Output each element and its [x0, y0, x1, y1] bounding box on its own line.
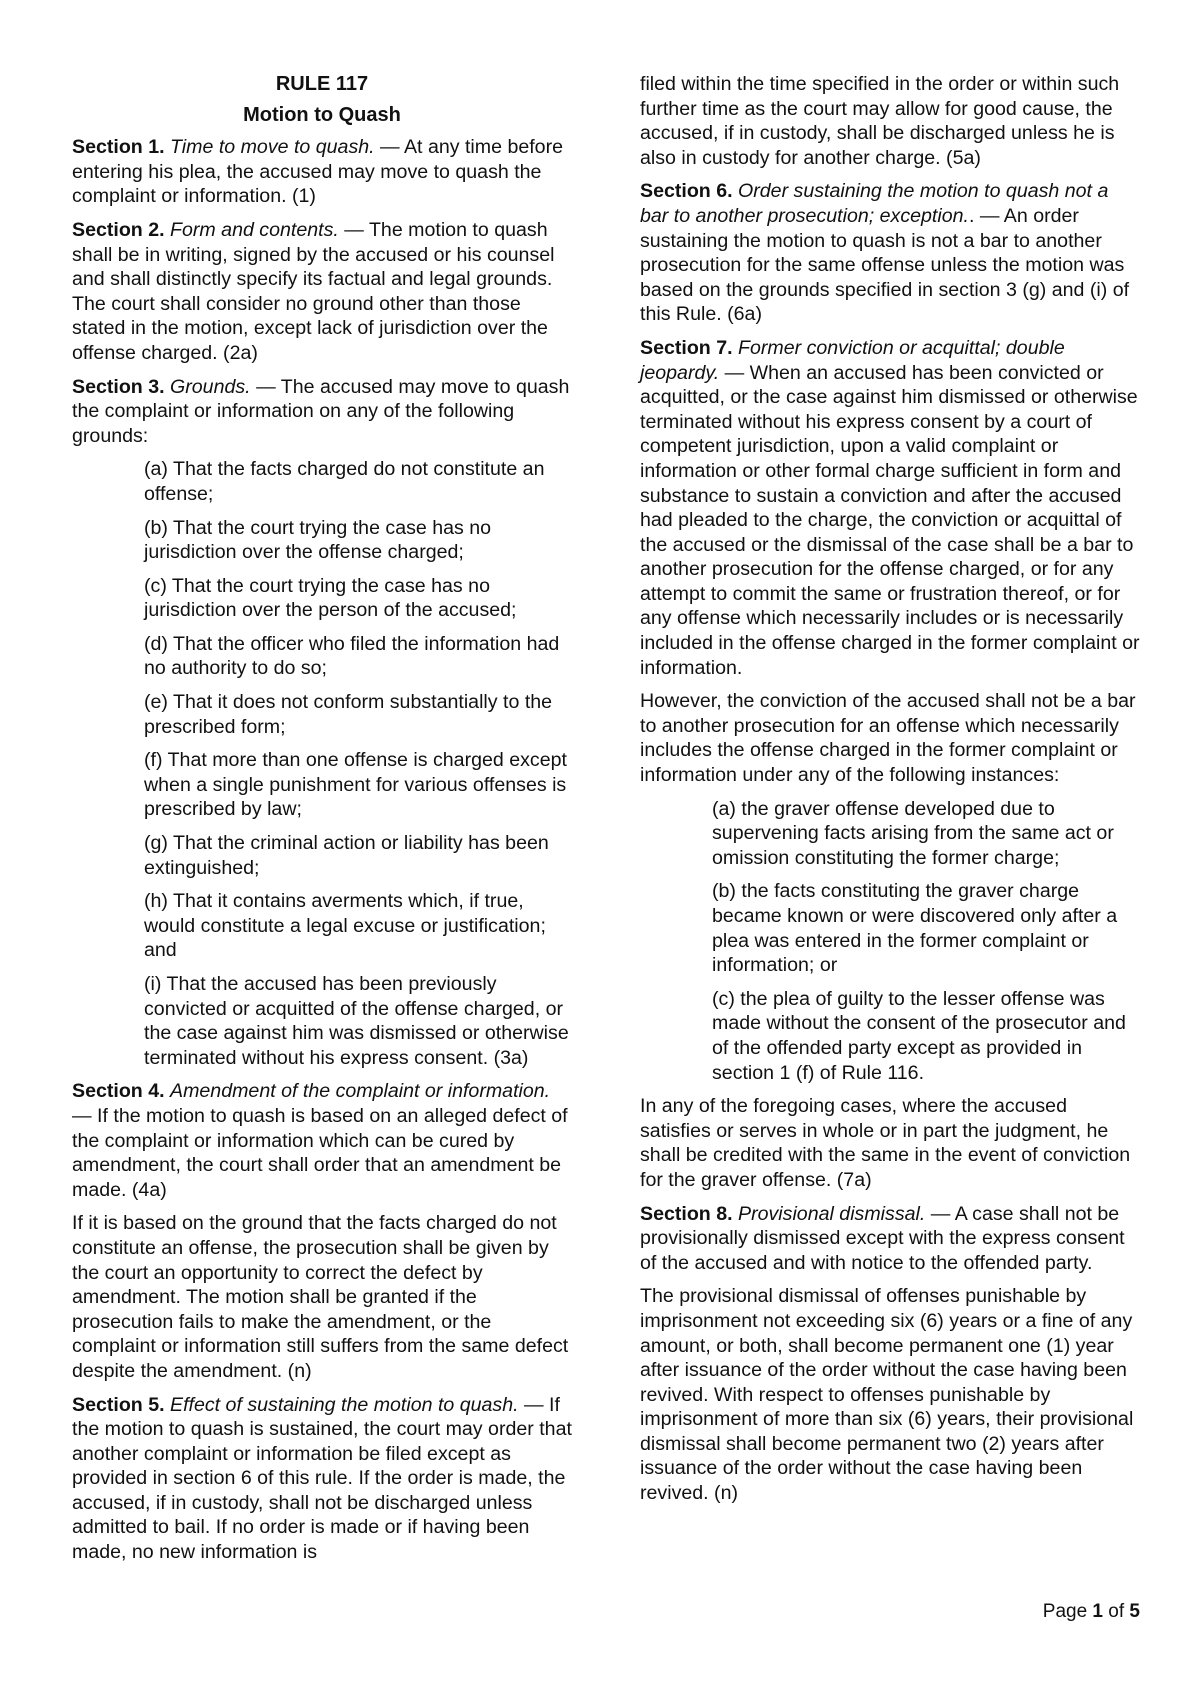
section-text: — When an accused has been convicted or acquitted, or the case against him dismissed or otherwise terminated without his express consent by a court of competent jurisdiction, upon a valid complaint or information or other formal charge sufficient in form and substance to sustain a conviction and after the accused had pleaded to the charge, the conviction or acquittal of the accused or the dismissal of the case shall be a bar to another prosecution for the offense charged, or for any attempt to commit the same or frustration thereof, or for any offense which necessarily includes or is necessarily included in the offense charged in the former complaint or information. [640, 361, 1140, 679]
page-footer [1043, 1600, 1140, 1625]
ground-item: (b) That the court trying the case has no jurisdiction over the offense charged; [144, 516, 492, 564]
section-6 [640, 179, 1140, 327]
section-number: Section 3. [72, 375, 165, 398]
section-text: — The accused may move to quash the complaint or information on any of the following grounds: [72, 375, 570, 447]
section-text: — At any time before entering his plea, the accused may move to quash the complaint or information. (1) [72, 136, 564, 208]
ground-item: (a) That the facts charged do not constitute an offense; [144, 458, 545, 505]
section-title: Provisional dismissal. [738, 1202, 926, 1225]
section-2 [72, 218, 572, 366]
section-number: Section 1. [72, 136, 165, 159]
section-text: — The motion to quash shall be in writing, signed by the accused or his counsel and shall distinctly specify its factual and legal grounds. The court shall consider no ground other than those stated in the motion, except lack of jurisdiction over the offense charged. (2a) [72, 218, 555, 364]
section-text: — A case shall not be provisionally dismissed except with the express consent of the accused and with notice to the offended party. [640, 1202, 1125, 1274]
section-title: Form and contents. [170, 218, 339, 241]
section-number: Section 5. [72, 1393, 165, 1416]
section-number: Section 2. [72, 218, 165, 241]
section-title: Amendment of the complaint or information. [170, 1080, 551, 1103]
section-title: Former conviction or acquittal; double jeopardy. [640, 336, 1065, 384]
page-number: 1 [1092, 1601, 1103, 1622]
left-column [72, 72, 572, 1574]
section-title: Order sustaining the motion to quash not a bar to another prosecution; exception. [640, 180, 1109, 227]
section-number: Section 6. [640, 180, 733, 203]
section-7 [640, 336, 1140, 680]
section-title: Effect of sustaining the motion to quash. [170, 1393, 519, 1416]
section-number: Section 8. [640, 1202, 733, 1225]
section-number: Section 4. [72, 1080, 165, 1103]
section-5-continued: filed within the time specified in the order or within such further time as the court may allow for good cause, the accused, if in custody, shall be discharged unless he is also in custody for another charge. (5a) [640, 73, 1120, 169]
section-4-paragraph: If it is based on the ground that the facts charged do not constitute an offense, the prosecution shall be given by the court an opportunity to correct the defect by amendment. The motion shall be granted if the prosecution fails to make the amendment, or the complaint or information still suffers from the same defect despite the amendment. (n) [72, 1212, 569, 1382]
section-3 [72, 375, 572, 449]
section-number: Section 7. [640, 336, 733, 359]
ground-item: (i) That the accused has been previously convicted or acquitted of the offense charged, or the case against him was dismissed or otherwise terminated without his express consent. (3a) [144, 973, 569, 1069]
section-1 [72, 135, 572, 209]
rule-title: RULE 117 [275, 73, 369, 95]
instance-item: (c) the plea of guilty to the lesser offense was made without the consent of the prosecutor and of the offended party except as provided in section 1 (f) of Rule 116. [712, 987, 1126, 1084]
of-label: of [1108, 1601, 1125, 1622]
rule-subtitle: Motion to Quash [243, 103, 401, 126]
ground-item: (g) That the criminal action or liability has been extinguished; [144, 832, 549, 879]
instance-item: (b) the facts constituting the graver charge became known or were discovered only after a plea was entered in the former complaint or information; or [712, 880, 1118, 977]
section-7-paragraph: However, the conviction of the accused shall not be a bar to another prosecution for an offense which necessarily includes the offense charged in the former complaint or information under any of the following instances: [640, 690, 1136, 787]
ground-item: (c) That the court trying the case has no jurisdiction over the person of the accused; [144, 574, 517, 622]
ground-item: (h) That it contains averments which, if true, would constitute a legal excuse or justification; and [144, 890, 546, 962]
section-8-paragraph: The provisional dismissal of offenses punishable by imprisonment not exceeding six (6) years or a fine of any amount, or both, shall become permanent one (1) year after issuance of the order without the case having been revived. With respect to offenses punishable by imprisonment of more than six (6) years, their provisional dismissal shall become permanent two (2) years after issuance of the order without the case having been revived. (n) [640, 1285, 1134, 1505]
section-8 [640, 1202, 1140, 1276]
page-total: 5 [1129, 1601, 1140, 1622]
section-text: — If the motion to quash is sustained, the court may order that another complaint or information be filed except as provided in section 6 of this rule. If the order is made, the accused, if in custody, shall not be discharged unless admitted to bail. If no order is made or if having been made, no new information is [72, 1393, 572, 1564]
section-title: Grounds. [170, 375, 251, 398]
ground-item: (f) That more than one offense is charged except when a single punishment for various offenses is prescribed by law; [144, 749, 567, 821]
instance-item: (a) the graver offense developed due to supervening facts arising from the same act or omission constituting the former charge; [712, 797, 1114, 869]
ground-item: (d) That the officer who filed the information had no authority to do so; [144, 632, 560, 680]
section-7-paragraph: In any of the foregoing cases, where the accused satisfies or serves in whole or in part the judgment, he shall be credited with the same in the event of conviction for the graver offense. (7a) [640, 1095, 1131, 1191]
section-text: . — An order sustaining the motion to quash is not a bar to another prosecution for the same offense unless the motion was based on the grounds specified in section 3 (g) and (i) of this Rule. (6a) [640, 204, 1130, 326]
section-4 [72, 1079, 572, 1202]
section-5 [72, 1393, 572, 1565]
page-label: Page [1042, 1601, 1088, 1622]
section-title: Time to move to quash. [170, 136, 375, 159]
section-text: — If the motion to quash is based on an alleged defect of the complaint or information which can be cured by amendment, the court shall order that an amendment be made. (4a) [72, 1104, 568, 1201]
right-column [640, 72, 1140, 1515]
ground-item: (e) That it does not conform substantially to the prescribed form; [144, 691, 553, 738]
